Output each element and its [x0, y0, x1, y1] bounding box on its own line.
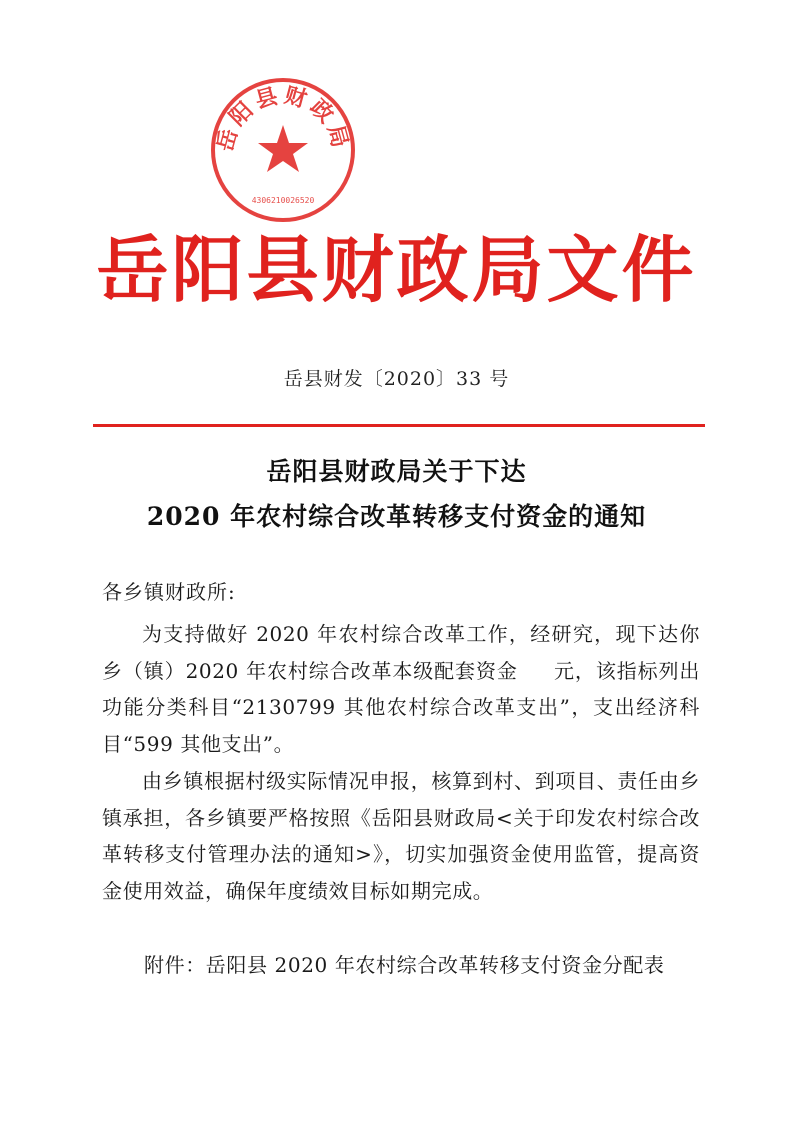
svg-text:岳阳县财政局: 岳阳县财政局	[213, 83, 353, 155]
svg-text:4306210026520: 4306210026520	[251, 196, 315, 205]
document-number: 岳县财发〔2020〕33 号	[283, 368, 510, 390]
header-divider	[93, 424, 705, 427]
body-paragraph-1-part-b: 元，该指标列出功能分类科目“2130799 其他农村综合改革支出”，支出经济科目“599 其他支出”。	[102, 658, 700, 756]
body-paragraph-1-part-a: 为支持做好 2020 年农村综合改革工作，经研究，现下达你乡（镇）2020 年农村综合改革本级配套资金	[102, 622, 700, 683]
body-paragraph-1	[102, 616, 700, 762]
document-header-title: 岳阳县财政局文件	[96, 228, 697, 312]
addressee: 各乡镇财政所:	[102, 580, 236, 604]
notice-title-line2: 2020 年农村综合改革转移支付资金的通知	[146, 502, 647, 531]
seal-stamp-icon	[208, 75, 358, 225]
notice-title-line1: 岳阳县财政局关于下达	[266, 457, 527, 486]
official-seal	[208, 75, 358, 225]
body-paragraph-2: 由乡镇根据村级实际情况申报，核算到村、到项目、责任由乡镇承担，各乡镇要严格按照《岳阳县财政局<关于印发农村综合改革转移支付管理办法的通知>》，切实加强资金使用监管，提高资金使用效益，确保年度绩效目标如期完成。	[102, 769, 700, 903]
attachment-note: 附件：岳阳县 2020 年农村综合改革转移支付资金分配表	[144, 953, 665, 977]
